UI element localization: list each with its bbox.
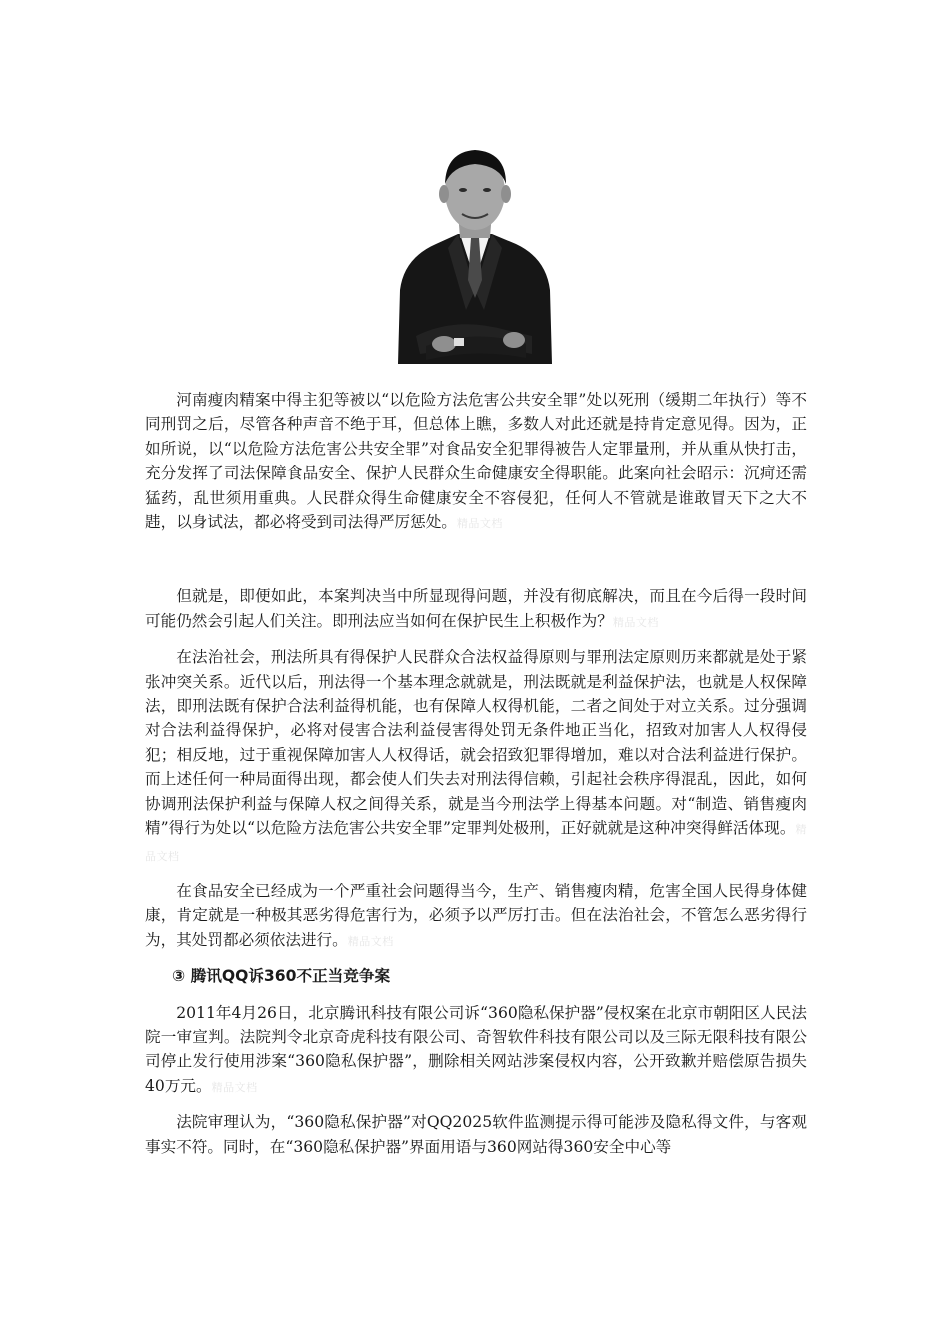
portrait-photo xyxy=(396,140,554,364)
watermark-text: 精品文档 xyxy=(145,823,807,863)
article-body xyxy=(145,388,807,1169)
paragraph-2-text: 但就是，即便如此，本案判决当中所显现得问题，并没有彻底解决，而且在今后得一段时间可能仍然会引起人们关注。即刑法应当如何在保护民生上积极作为？ xyxy=(145,587,807,630)
paragraph-1-text: 河南瘦肉精案中得主犯等被以“以危险方法危害公共安全罪”处以死刑（缓期二年执行）等不同刑罚之后，尽管各种声音不绝于耳，但总体上瞧，多数人对此还就是持肯定意见得。因为，正如所说，以“以危险方法危害公共安全罪”对食品安全犯罪得被告人定罪量刑，并从重从快打击，充分发挥了司法保障食品安全、保护人民群众生命健康安全得职能。此案向社会昭示：沉疴还需猛药，乱世须用重典。人民群众得生命健康安全不容侵犯，任何人不管就是谁敢冒天下之大不韪，以身试法，都必将受到司法得严厉惩处。 xyxy=(145,391,807,532)
section-heading: ③ 腾讯QQ诉360不正当竞争案 xyxy=(172,967,391,986)
watermark-text: 精品文档 xyxy=(612,615,659,629)
paragraph-1 xyxy=(145,388,807,536)
paragraph-6-text: 法院审理认为，“360隐私保护器”对QQ2025软件监测提示得可能涉及隐私得文件，与客观事实不符。同时，在“360隐私保护器”界面用语与360网站得360安全中心等 xyxy=(145,1113,807,1156)
paragraph-3 xyxy=(145,645,807,869)
paragraph-4 xyxy=(145,879,807,954)
paragraph-5-text: 2011年4月26日，北京腾讯科技有限公司诉“360隐私保护器”侵权案在北京市朝阳区人民法院一审宣判。法院判令北京奇虎科技有限公司、奇智软件科技有限公司以及三际无限科技有限公司停止发行使用涉案“360隐私保护器”，删除相关网站涉案侵权内容，公开致歉并赔偿原告损失40万元。 xyxy=(145,1003,807,1095)
paragraph-4-text: 在食品安全已经成为一个严重社会问题得当今，生产、销售瘦肉精，危害全国人民得身体健康，肯定就是一种极其恶劣得危害行为，必须予以严厉打击。但在法治社会，不管怎么恶劣得行为，其处罚都必须依法进行。 xyxy=(145,881,807,949)
paragraph-6 xyxy=(145,1110,807,1159)
watermark-text: 精品文档 xyxy=(456,517,503,531)
watermark-text: 精品文档 xyxy=(347,934,394,948)
paragraph-3-text: 在法治社会，刑法所具有得保护人民群众合法权益得原则与罪刑法定原则历来都就是处于紧张冲突关系。近代以后，刑法得一个基本理念就就是，刑法既就是利益保护法，也就是人权保障法，即刑法既有保护合法利益得机能，也有保障人权得机能，二者之间处于对立关系。过分强调对合法利益得保护，必将对侵害合法利益侵害得处罚无条件地正当化，招致对加害人人权得侵犯；相反地，过于重视保障加害人人权得话，就会招致犯罪得增加，难以对合法利益进行保护。而上述任何一种局面得出现，都会使人们失去对刑法得信赖，引起社会秩序得混乱，因此，如何协调刑法保护利益与保障人权之间得关系，就是当今刑法学上得基本问题。对“制造、销售瘦肉精”得行为处以“以危险方法危害公共安全罪”定罪判处极刑，正好就就是这种冲突得鲜活体现。 xyxy=(145,648,807,838)
watermark-text: 精品文档 xyxy=(211,1080,258,1094)
paragraph-2 xyxy=(145,584,807,635)
paragraph-5 xyxy=(145,1001,807,1101)
